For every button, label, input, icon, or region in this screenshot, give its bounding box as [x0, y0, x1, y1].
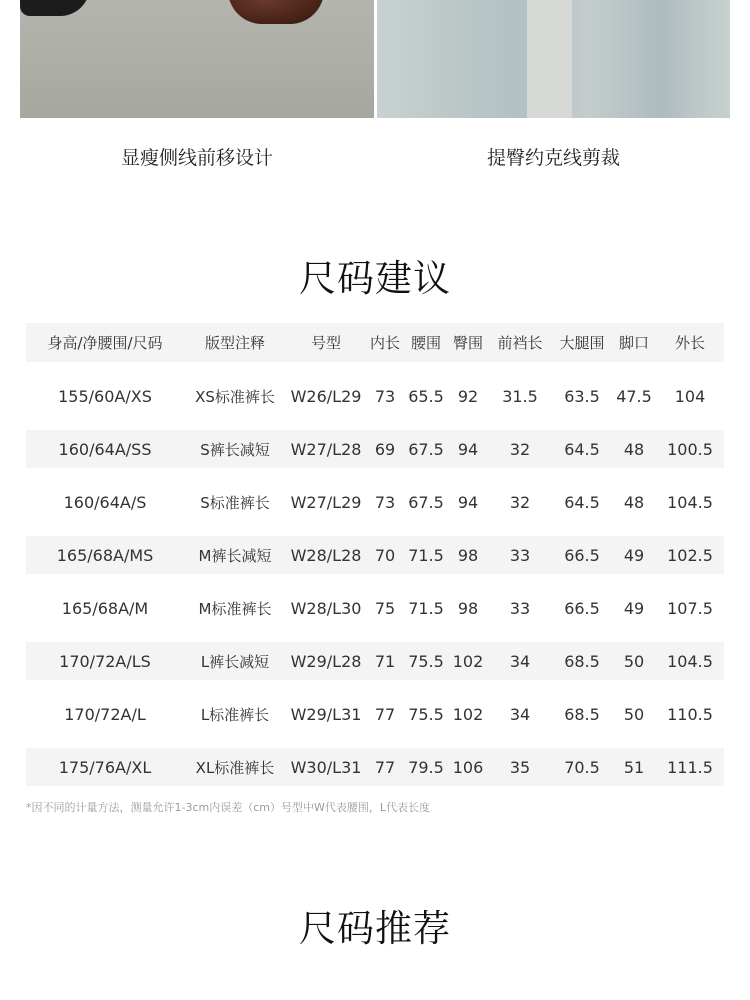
column-header: 前裆长 [488, 323, 552, 362]
table-cell: XL标准裤长 [184, 748, 286, 786]
table-cell: 104.5 [656, 642, 724, 680]
product-photo-side-seam [20, 0, 374, 118]
table-cell: 71.5 [404, 536, 448, 574]
size-table [26, 323, 724, 786]
table-row [26, 748, 724, 786]
table-cell: 32 [488, 430, 552, 468]
table-cell: 33 [488, 536, 552, 574]
table-cell: 98 [457, 598, 479, 618]
table-cell: 64.5 [564, 492, 600, 512]
table-row [26, 642, 724, 680]
table-cell: 50 [612, 642, 656, 680]
table-cell: 75 [374, 598, 396, 618]
table-cell: 165/68A/MS [26, 536, 184, 574]
table-cell: 48 [623, 492, 645, 512]
table-cell: 107.5 [667, 598, 713, 618]
column-header: 外长 [656, 323, 724, 362]
column-header: 身高/净腰围/尺码 [26, 323, 184, 362]
column-header: 腰围 [404, 323, 448, 362]
table-cell: M裤长减短 [184, 536, 286, 574]
table-cell: 98 [448, 536, 488, 574]
table-cell: 102 [448, 642, 488, 680]
table-cell: 110.5 [667, 704, 713, 724]
table-cell: 79.5 [404, 748, 448, 786]
table-cell: 165/68A/M [61, 598, 149, 618]
table-cell: 102.5 [656, 536, 724, 574]
table-cell: 70.5 [552, 748, 612, 786]
table-cell: W28/L30 [290, 598, 362, 618]
table-cell: 100.5 [656, 430, 724, 468]
table-cell: 47.5 [616, 386, 652, 406]
table-cell: S裤长减短 [184, 430, 286, 468]
column-header: 内长 [366, 323, 404, 362]
table-cell: W27/L28 [286, 430, 366, 468]
table-cell: 35 [488, 748, 552, 786]
table-cell: 49 [623, 598, 645, 618]
table-row [26, 536, 724, 574]
table-cell: 67.5 [408, 492, 444, 512]
table-cell: 71 [366, 642, 404, 680]
table-cell: 92 [457, 386, 479, 406]
table-cell: 77 [374, 704, 396, 724]
table-cell: 64.5 [552, 430, 612, 468]
table-cell: 34 [488, 642, 552, 680]
table-cell: 106 [448, 748, 488, 786]
table-cell: L裤长减短 [184, 642, 286, 680]
table-cell: 49 [612, 536, 656, 574]
table-cell: 75.5 [404, 642, 448, 680]
table-cell: 73 [374, 386, 396, 406]
column-header: 脚口 [612, 323, 656, 362]
table-row [26, 468, 724, 536]
table-cell: 170/72A/L [64, 704, 146, 724]
column-header: 号型 [286, 323, 366, 362]
table-cell: W27/L29 [290, 492, 362, 512]
measurement-note: *因不同的计量方法，测量允许1-3cm内误差（cm）号型中W代表腰围，L代表长度 [26, 801, 430, 814]
table-cell: M标准裤长 [198, 599, 272, 618]
table-cell: 75.5 [408, 704, 444, 724]
column-header: 臀围 [448, 323, 488, 362]
table-cell: L标准裤长 [200, 705, 270, 724]
table-cell: 111.5 [656, 748, 724, 786]
table-cell: 94 [448, 430, 488, 468]
table-cell: 94 [457, 492, 479, 512]
black-shoe [20, 0, 90, 16]
table-cell: 68.5 [552, 642, 612, 680]
table-cell: 51 [612, 748, 656, 786]
table-cell: 155/60A/XS [58, 386, 152, 406]
background-gap [527, 0, 572, 118]
table-cell: W28/L28 [286, 536, 366, 574]
size-guide-title: 尺码建议 [299, 257, 451, 300]
table-cell: 70 [366, 536, 404, 574]
table-cell: 104 [674, 386, 706, 406]
table-cell: 31.5 [502, 386, 538, 406]
table-cell: 67.5 [404, 430, 448, 468]
table-cell: W30/L31 [286, 748, 366, 786]
table-cell: 104.5 [667, 492, 713, 512]
brown-shoe [228, 0, 324, 24]
table-cell: 160/64A/S [63, 492, 147, 512]
table-cell: 71.5 [408, 598, 444, 618]
table-cell: 33 [509, 598, 531, 618]
table-cell: 170/72A/LS [26, 642, 184, 680]
table-header-row [26, 323, 724, 362]
caption-yoke: 提臀约克线剪裁 [486, 147, 620, 169]
table-cell: 32 [509, 492, 531, 512]
table-cell: 68.5 [564, 704, 600, 724]
table-row [26, 574, 724, 642]
table-cell: 66.5 [552, 536, 612, 574]
table-cell: 175/76A/XL [26, 748, 184, 786]
table-cell: 34 [509, 704, 531, 724]
table-cell: XS标准裤长 [195, 387, 275, 406]
table-cell: 50 [623, 704, 645, 724]
table-cell: 63.5 [564, 386, 600, 406]
table-row [26, 680, 724, 748]
table-cell: 160/64A/SS [26, 430, 184, 468]
column-header: 大腿围 [552, 323, 612, 362]
table-cell: 48 [612, 430, 656, 468]
caption-side-seam: 显瘦侧线前移设计 [120, 147, 273, 169]
table-cell: 69 [366, 430, 404, 468]
product-photo-yoke [377, 0, 730, 118]
table-cell: W26/L29 [290, 386, 362, 406]
table-cell: 65.5 [408, 386, 444, 406]
table-row [26, 430, 724, 468]
table-cell: W29/L28 [286, 642, 366, 680]
table-cell: W29/L31 [290, 704, 362, 724]
table-cell: S标准裤长 [200, 493, 270, 512]
table-cell: 102 [452, 704, 484, 724]
table-cell: 73 [374, 492, 396, 512]
table-cell: 77 [366, 748, 404, 786]
size-recommend-title: 尺码推荐 [299, 907, 451, 950]
column-header: 版型注释 [184, 323, 286, 362]
table-cell: 66.5 [564, 598, 600, 618]
table-row [26, 362, 724, 430]
